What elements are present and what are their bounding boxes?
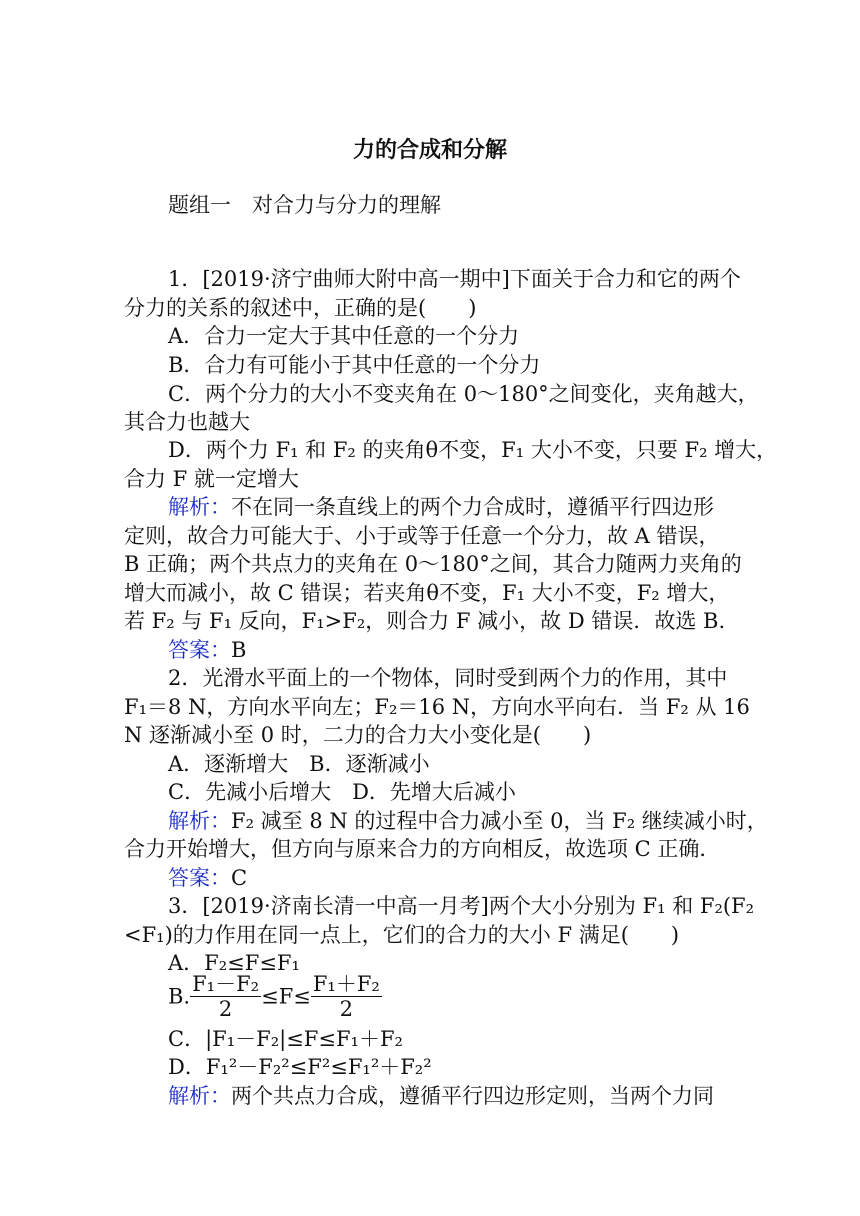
q1-analysis-line3: B 正确；两个共点力的夹角在 0～180°之间，其合力随两力夹角的 <box>124 552 742 576</box>
q3-stem-line1: 3．[2019·济南长清一中高一月考]两个大小分别为 F₁ 和 F₂(F₂ <box>168 894 755 918</box>
fraction-denominator: 2 <box>339 997 354 1021</box>
q2-analysis-text1: F₂ 减至 8 N 的过程中合力减小至 0，当 F₂ 继续减小时， <box>231 809 768 833</box>
q1-analysis-text1: 不在同一条直线上的两个力合成时，遵循平行四边形 <box>231 495 714 519</box>
q3-option-b-prefix: B. <box>168 984 191 1009</box>
q1-option-a: A．合力一定大于其中任意的一个分力 <box>168 324 520 348</box>
q3-option-b-middle: ≤F≤ <box>261 984 311 1009</box>
q3-fraction-left <box>190 972 261 1021</box>
q3-option-a: A．F₂≤F≤F₁ <box>168 951 300 975</box>
q2-options-cd: C．先减小后增大 D．先增大后减小 <box>168 780 516 804</box>
group-heading: 题组一 对合力与分力的理解 <box>168 193 441 217</box>
q2-stem-line1: 2．光滑水平面上的一个物体，同时受到两个力的作用，其中 <box>168 666 728 690</box>
q3-option-c: C．|F₁－F₂|≤F≤F₁＋F₂ <box>168 1027 403 1051</box>
q2-analysis-line1 <box>168 808 768 834</box>
q3-option-d: D．F₁²－F₂²≤F²≤F₁²＋F₂² <box>168 1055 432 1079</box>
q3-analysis-line1 <box>168 1083 714 1109</box>
q3-fraction-right <box>311 972 382 1021</box>
fraction-denominator: 2 <box>218 997 233 1021</box>
analysis-label: 解析： <box>168 809 231 833</box>
q2-answer <box>168 865 247 891</box>
q1-analysis-line1 <box>168 494 714 520</box>
answer-label: 答案： <box>168 866 231 890</box>
q2-options-ab: A．逐渐增大 B．逐渐减小 <box>168 752 430 776</box>
q1-stem-line2: 分力的关系的叙述中，正确的是( ) <box>124 296 477 320</box>
q1-analysis-line2: 定则，故合力可能大于、小于或等于任意一个分力，故 A 错误， <box>124 524 720 548</box>
analysis-label: 解析： <box>168 1084 231 1108</box>
q3-stem-line2: <F₁)的力作用在同一点上，它们的合力的大小 F 满足( ) <box>124 923 680 947</box>
q1-answer-value: B <box>231 638 247 662</box>
fraction-numerator: F₁－F₂ <box>192 972 260 996</box>
q1-option-d-line1: D．两个力 F₁ 和 F₂ 的夹角θ不变，F₁ 大小不变，只要 F₂ 增大， <box>168 438 778 462</box>
q3-analysis-text1: 两个共点力合成，遵循平行四边形定则，当两个力同 <box>231 1084 714 1108</box>
q1-option-c-line2: 其合力也越大 <box>124 410 250 434</box>
q2-stem-line3: N 逐渐减小至 0 时，二力的合力大小变化是( ) <box>124 723 592 747</box>
q1-analysis-line4: 增大而减小，故 C 错误；若夹角θ不变，F₁ 大小不变，F₂ 增大， <box>124 581 730 605</box>
q2-answer-value: C <box>231 866 248 890</box>
q1-answer <box>168 637 246 663</box>
page-title: 力的合成和分解 <box>352 138 507 163</box>
q1-option-c-line1: C．两个分力的大小不变夹角在 0～180°之间变化，夹角越大， <box>168 382 759 406</box>
q1-analysis-line5: 若 F₂ 与 F₁ 反向，F₁>F₂，则合力 F 减小，故 D 错误．故选 B. <box>124 609 726 633</box>
q1-option-b: B．合力有可能小于其中任意的一个分力 <box>168 353 541 377</box>
q1-option-d-line2: 合力 F 就一定增大 <box>124 467 299 491</box>
analysis-label: 解析： <box>168 495 231 519</box>
q3-option-b <box>168 972 382 1021</box>
q2-stem-line2: F₁＝8 N，方向水平向左；F₂＝16 N，方向水平向右．当 F₂ 从 16 <box>124 695 750 719</box>
answer-label: 答案： <box>168 638 231 662</box>
q2-analysis-line2: 合力开始增大，但方向与原来合力的方向相反，故选项 C 正确． <box>124 837 721 861</box>
fraction-numerator: F₁＋F₂ <box>312 972 380 996</box>
q1-stem-line1: 1．[2019·济宁曲师大附中高一期中]下面关于合力和它的两个 <box>168 267 741 291</box>
